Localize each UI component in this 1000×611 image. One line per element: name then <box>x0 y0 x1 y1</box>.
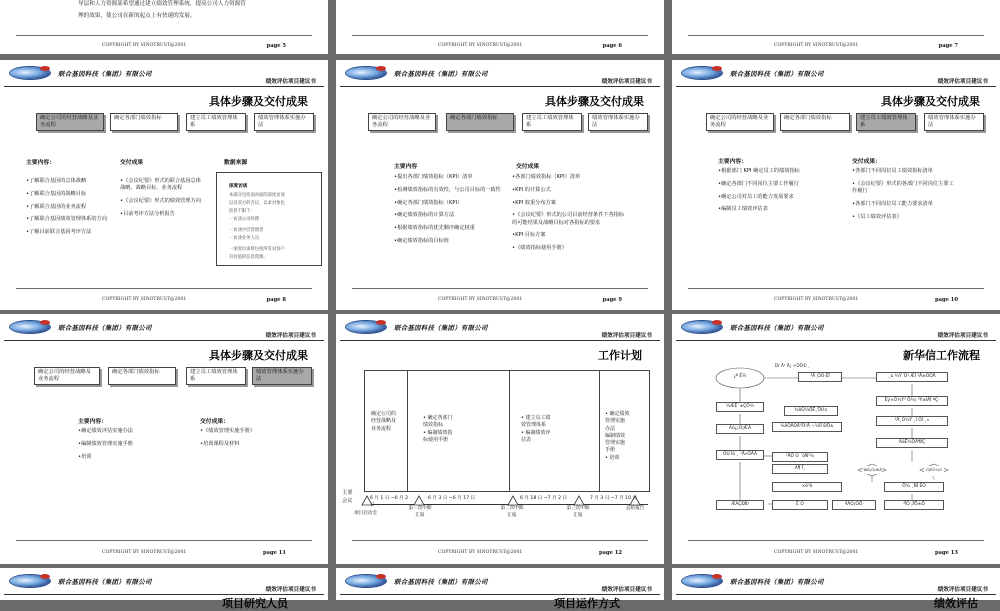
page-number: page 7 <box>938 43 958 49</box>
deliverables-heading: 交付成果 <box>120 160 144 166</box>
footer-rule <box>688 35 984 36</box>
step-box-strategy: 确定公司的经营战略及业务流程 <box>34 367 100 385</box>
intro-text: 导层和人力资源部希望通过建立绩效管理系统，提高公司人力资源管 理的效果，使公司在新的起点上有快速的发展。 <box>78 1 246 20</box>
deliverables-list <box>852 168 956 226</box>
flow-node: Ê Ó <box>772 500 828 510</box>
slide-header <box>672 60 1000 90</box>
list-item: •根据绩效指标的优先顺序确定权重 <box>394 225 475 232</box>
footer-rule <box>352 35 648 36</box>
deliverables-heading: 交付成果： <box>200 419 229 425</box>
list-item: •目前考评方法分析报告 <box>120 210 175 217</box>
step-box-strategy: 确定公司的经营战略及业务流程 <box>36 113 104 131</box>
flow-node: Àõ¿¡Ó¦ÆÀ <box>716 424 764 434</box>
list-item: •KPI 目标方案 <box>512 232 546 239</box>
step-box-kpi: 确定各部门绩效指标 <box>780 113 850 131</box>
slide-page-16[interactable] <box>672 568 1000 610</box>
list-item: •了解联合基因的战略目标 <box>26 190 87 197</box>
list-item: •《绩效指标使用手册》 <box>512 245 567 252</box>
list-item: •根据部门 KPI 确定员工的绩效指标 <box>718 168 800 174</box>
list-item: •各部门绩效指标（KPI）清单 <box>512 174 581 180</box>
page-number: page 11 <box>263 550 286 556</box>
company-logo-icon <box>682 67 722 79</box>
list-item: •了解联合基因的总体战略 <box>26 178 87 184</box>
step-box-kpi: 确定各部门绩效指标 <box>446 113 514 131</box>
slide-header <box>336 568 664 598</box>
copyright: COPYRIGHT BY SINOTRUST@2001 <box>102 297 187 302</box>
list-item: •《绩效管理实施手册》 <box>200 428 255 434</box>
main-content-heading: 主要内容 <box>394 164 418 170</box>
plan-col-3: • 建立员工绩 效管理体系 • 编制绩效评 估表 <box>521 415 551 443</box>
step-box-implementation: 绩效管理体系实施办法 <box>588 113 648 131</box>
flow-node: Êý×Ó¾Ý³ Õ¾¦ ³Ý±ÍÅÎ ªÇ· <box>876 396 948 406</box>
footer-rule <box>16 540 312 541</box>
flow-decision: ¹ÌÀË¡Ó¦ÆÀ <box>862 467 882 472</box>
slide-title: 具体步骤及交付成果 <box>881 95 980 108</box>
milestone-icon <box>508 496 518 505</box>
step-box-implementation: 绩效管理体系实施办法 <box>252 367 312 385</box>
report-title: 绩效评估项目建议书 <box>601 79 652 85</box>
main-content-list <box>26 178 112 242</box>
flow-node: ×ö³ö <box>772 482 842 492</box>
header-rule <box>340 86 660 87</box>
timeline-date-4: 7 月 3 日 ~7 月 10 日 <box>590 496 638 501</box>
milestone-icon <box>574 496 584 505</box>
deliverables-list <box>512 174 624 258</box>
flow-node: ¸ù ¾Ý´Ó¹ ÆÌ ¹Ä±ÒÔÄ <box>876 372 948 382</box>
flow-node-start: ¿ª Ê¼ <box>720 373 760 381</box>
company-name: 联合基因科技（集团）有限公司 <box>730 70 824 78</box>
company-name: 联合基因科技（集团）有限公司 <box>730 324 824 332</box>
company-logo-icon <box>10 575 50 587</box>
main-content-list <box>394 174 504 251</box>
slide-header <box>0 60 328 90</box>
main-content-heading: 主要内容： <box>26 160 55 166</box>
timeline-date-1: 6 月 1 日 ~6 月 2 日 <box>370 496 409 508</box>
copyright: COPYRIGHT BY SINOTRUST@2001 <box>774 550 859 555</box>
slide-title: 项目研究人员 <box>222 597 288 610</box>
main-content-heading: 主要内容： <box>718 159 747 165</box>
data-source-text: 本部分包括面对面的深度访谈 以及双方的会议，以求对象包 括但不限于： 一访谈公司经理 一访谈中层管理者 一访谈业务人员 一深度访谈将包括所有对客户 有价值的信息资源。 <box>229 193 285 260</box>
list-item: •《员工绩效评估表》 <box>852 213 902 220</box>
intro-text <box>428 0 490 2</box>
slide-header <box>0 568 328 598</box>
flow-node: ÅõË¾ÕÅ¶ÍÇ <box>876 438 948 448</box>
flow-node: ÆÀÇÐÏÞ <box>716 500 764 510</box>
company-name: 联合基因科技（集团）有限公司 <box>394 70 488 78</box>
slide-page-11[interactable] <box>0 314 328 564</box>
list-item: •了解联合基因绩效管理体系的方向 <box>26 216 107 223</box>
list-item: •确定各部门绩效指标（KPI） <box>394 199 463 206</box>
plan-col-2: • 确定各部门 绩效指标 • 编制绩效指 标使用手册 <box>423 415 453 443</box>
report-title: 绩效评估项目建议书 <box>265 587 316 593</box>
header-rule <box>676 86 996 87</box>
report-title: 绩效评估项目建议书 <box>265 333 316 339</box>
list-item: •编制绩效管理实施手册 <box>78 440 133 447</box>
footer-rule <box>352 540 648 541</box>
flow-node: ¼ëÔÄÒÄ²Õ¹Ä ÷¼ÍÎ ÐÖ± <box>772 422 842 432</box>
slide-page-13[interactable] <box>672 314 1000 564</box>
copyright: COPYRIGHT BY SINOTRUST@2001 <box>438 297 523 302</box>
company-name: 联合基因科技（集团）有限公司 <box>394 578 488 586</box>
page-number: page 5 <box>266 43 286 49</box>
step-box-implementation: 绩效管理体系实施办法 <box>254 113 314 131</box>
company-name: 联合基因科技（集团）有限公司 <box>394 324 488 332</box>
flow-node: ¹ÌÃÓ¡ÓÖ· <box>832 500 876 510</box>
list-item: •《会议纪要》形式的公司目前经营条件下各指标的可能结果及战略目标对各指标的要求 <box>512 212 625 226</box>
company-logo-icon <box>682 575 722 587</box>
slide-page-12[interactable] <box>336 314 664 564</box>
step-box-kpi: 确定各部门绩效指标 <box>108 367 176 385</box>
slide-title: 具体步骤及交付成果 <box>209 349 308 362</box>
flow-node-top: Dr Ä¹ Ä¡ ÷ÒÔ©¸ <box>760 362 824 370</box>
company-logo-icon <box>10 321 50 333</box>
slide-header <box>672 568 1000 598</box>
deliverables-heading: 交付成果 <box>516 164 540 170</box>
copyright: COPYRIGHT BY SINOTRUST@2001 <box>102 43 187 48</box>
flow-node: ¹Ä¸ÓÓ·ÈÏ <box>798 372 842 382</box>
page-number: page 10 <box>935 297 958 303</box>
slide-header <box>0 314 328 344</box>
page-number: page 9 <box>602 297 622 303</box>
list-item: •了解目前联合基因考评方法 <box>26 229 92 236</box>
flow-node: ¾ßÔ¼ÖÊ¸ÖÛ× <box>784 406 838 416</box>
slide-page-7[interactable] <box>672 0 1000 54</box>
data-source-box <box>216 172 322 266</box>
slide-page-14[interactable] <box>0 568 328 610</box>
step-box-employee: 建立员工绩效管理体系 <box>186 367 246 385</box>
report-title: 绩效评估项目建议书 <box>601 587 652 593</box>
slide-header <box>336 60 664 90</box>
main-content-list <box>78 428 188 466</box>
slide-title: 绩效评估 <box>934 597 978 610</box>
page-number: page 8 <box>266 297 286 303</box>
meeting-4: 第三次中期汇报 <box>566 506 590 518</box>
footer-rule <box>688 540 984 541</box>
list-item: •确定各部门不同岗位主要工作履行 <box>718 180 799 187</box>
flow-node: ¹ÄÔ Û ´óÑ¹¾ <box>772 452 828 462</box>
data-source-heading: 数据来源 <box>224 160 248 166</box>
deliverables-list <box>120 178 206 224</box>
list-item: •各部门不同岗位员工绩效指标清单 <box>852 168 933 174</box>
flow-node: ÔÚ Ìõ ¸ ¹Ä»ÔÄÃ <box>716 450 764 460</box>
main-content-heading: 主要内容： <box>78 419 107 425</box>
step-box-strategy: 确定公司的经营战略及业务流程 <box>368 113 436 131</box>
timeline-date-3: 6 月 18 日 ~7 月 2 日 <box>520 496 568 501</box>
meeting-1: 项目启动会 <box>354 511 377 516</box>
company-name: 联合基因科技（集团）有限公司 <box>58 324 152 332</box>
list-item: •各部门不同岗位员工能力要求清单 <box>852 200 933 207</box>
slide-title: 项目运作方式 <box>554 597 620 610</box>
list-item: •确定绩效指标的目标值 <box>394 237 449 244</box>
list-item: •确定公司对员工的能力发展要求 <box>718 193 794 200</box>
slide-page-9[interactable] <box>336 60 664 310</box>
copyright: COPYRIGHT BY SINOTRUST@2001 <box>438 550 523 555</box>
slide-title: 工作计划 <box>598 349 642 362</box>
list-item: •培训课程及材料 <box>200 440 240 447</box>
copyright: COPYRIGHT BY SINOTRUST@2001 <box>774 297 859 302</box>
main-content-list <box>718 168 838 219</box>
plan-col-4: • 确定绩效 管理实施 办法 编制绩效 管理实施 手册 • 培训 <box>605 411 630 461</box>
slide-page-5[interactable] <box>0 0 328 54</box>
page-number: page 13 <box>935 550 958 556</box>
step-box-employee: 建立员工绩效管理体系 <box>856 113 916 131</box>
copyright: COPYRIGHT BY SINOTRUST@2001 <box>774 43 859 48</box>
company-name: 联合基因科技（集团）有限公司 <box>730 578 824 586</box>
milestone-triangles <box>336 314 664 564</box>
flow-node: Ö¾ ¸ÑÌ ÉÓ <box>884 482 944 492</box>
slide-title: 新华信工作流程 <box>903 349 980 362</box>
list-item: •培训 <box>78 453 92 460</box>
slide-title: 具体步骤及交付成果 <box>545 95 644 108</box>
footer-rule <box>16 35 312 36</box>
company-logo-icon <box>346 575 386 587</box>
copyright: COPYRIGHT BY SINOTRUST@2001 <box>102 550 187 555</box>
meeting-2: 第一次中期汇报 <box>408 506 432 518</box>
copyright: COPYRIGHT BY SINOTRUST@2001 <box>438 43 523 48</box>
list-item: •了解联合基因的业务流程 <box>26 203 87 210</box>
list-item: •《会议纪要》形式的各部门不同岗位主要工作履行 <box>852 180 954 195</box>
flowchart-connectors <box>672 314 1000 564</box>
report-title: 绩效评估项目建议书 <box>265 79 316 85</box>
step-box-implementation: 绩效管理体系实施办法 <box>924 113 984 131</box>
meeting-5: 总结报告 <box>626 506 645 511</box>
plan-col-1: 确定公司的 经营战略及 业务流程 <box>371 411 397 432</box>
timeline-date-2: 6 月 3 日 ~6 月 17 日 <box>428 496 476 501</box>
header-rule <box>4 340 324 341</box>
report-title: 绩效评估项目建议书 <box>937 333 988 339</box>
slide-page-8[interactable] <box>0 60 328 310</box>
list-item: •确定绩效评估实施办法 <box>78 428 133 434</box>
step-box-strategy: 确定公司的经营战略及业务流程 <box>706 113 774 131</box>
slide-page-15[interactable] <box>336 568 664 610</box>
list-item: •确定绩效指标的计算方法 <box>394 212 455 219</box>
meeting-3: 第二次中期汇报 <box>500 506 524 518</box>
company-logo-icon <box>10 67 50 79</box>
company-logo-icon <box>346 67 386 79</box>
list-item: •提出各部门绩效指标（KPI）清单 <box>394 174 473 180</box>
list-item: •KPI 的计算公式 <box>512 186 551 193</box>
list-item: •《会议纪要》形式的联合基因总体战略、战略目标、业务流程 <box>120 178 201 192</box>
flow-node: ²ÎÓ ¡ÏÖ±Ö <box>884 500 944 510</box>
company-name: 联合基因科技（集团）有限公司 <box>58 578 152 586</box>
step-box-kpi: 确定各部门绩效指标 <box>110 113 178 131</box>
deliverables-list <box>200 428 310 454</box>
slide-page-10[interactable] <box>672 60 1000 310</box>
report-title: 绩效评估项目建议书 <box>937 587 988 593</box>
step-box-employee: 建立员工绩效管理体系 <box>186 113 246 131</box>
flow-node: ¼ÆË¯±ÇÕ¾ <box>716 402 764 412</box>
list-item: •KPI 权重分布方案 <box>512 199 556 206</box>
flow-node: ¹Ä¸Ó¾Ý ¸Ì ÕÍ ¸« <box>876 416 948 426</box>
footer-rule <box>352 288 648 289</box>
report-title: 绩效评估项目建议书 <box>937 79 988 85</box>
page-number: page 6 <box>602 43 622 49</box>
flow-decision: Ó¦ÊÔ¼Ó Ï¸ <box>925 467 943 480</box>
report-title: 绩效评估项目建议书 <box>601 333 652 339</box>
list-item: •编制员工绩效评估表 <box>718 206 768 213</box>
page-number: page 12 <box>599 550 622 556</box>
slide-page-6[interactable] <box>336 0 664 54</box>
slide-title: 具体步骤及交付成果 <box>209 95 308 108</box>
company-name: 联合基因科技（集团）有限公司 <box>58 70 152 78</box>
step-box-employee: 建立员工绩效管理体系 <box>522 113 582 131</box>
timeline-row-label: 主要 会议 <box>342 490 353 504</box>
list-item: •《会议纪要》形式的绩效管理方向 <box>120 198 201 205</box>
footer-rule <box>16 288 312 289</box>
footer-rule <box>688 288 984 289</box>
flow-node: À¶ Ï¸ <box>772 464 828 474</box>
milestone-icon <box>414 496 424 505</box>
list-item: •检测绩效指标的有效性，与公司目标的一致性 <box>394 186 501 193</box>
data-source-title: 深度访谈 <box>229 184 248 189</box>
deliverables-heading: 交付成果： <box>852 159 881 165</box>
header-rule <box>4 86 324 87</box>
